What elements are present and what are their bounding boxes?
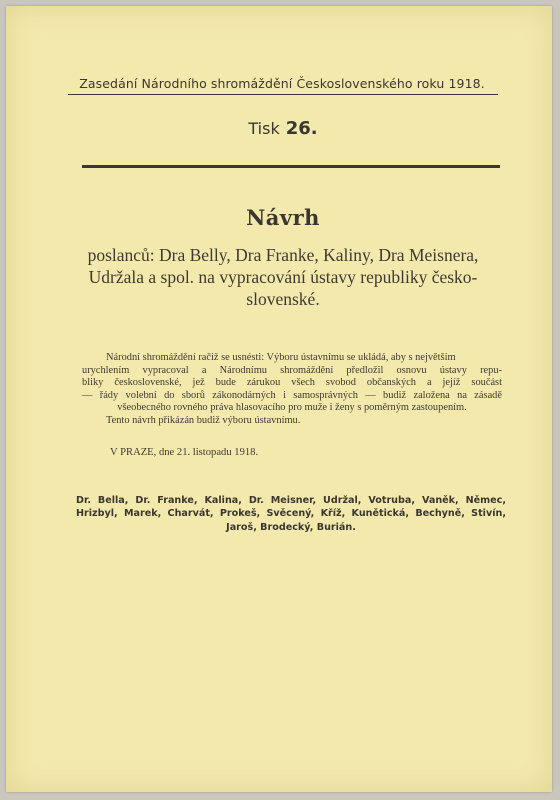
subtitle-line: Udržala a spol. na vypracování ústavy republiky česko- (88, 267, 478, 287)
signatories-line: Hrizbyl, Marek, Charvát, Prokeš, Svěcený, Kříž, Kunětická, Bechyně, Stivín, (76, 508, 506, 520)
header-rule (68, 94, 498, 95)
subtitle-line: poslanců: Dra Belly, Dra Franke, Kaliny, Dra Meisnera, (87, 245, 479, 265)
body-line: Národní shromáždění račiž se usnésti: Výboru ústavnímu se ukládá, aby s největším (106, 352, 456, 363)
body-line: bliky československé, jež bude zárukou všech svobod občanských a jejíž součást (82, 377, 502, 389)
body-line: urychlením vypracoval a Národnímu shromáždění předložil osnovu ústavy repu- (82, 364, 502, 376)
body-line: Tento návrh přikázán budiž výboru ústavnímu. (106, 414, 301, 426)
body-line: — řády volební do sborů zákonodárných i samosprávných — budiž založena na zásadě (82, 389, 502, 401)
session-header: Zasedání Národního shromáždění Československého roku 1918. (79, 76, 485, 91)
body-line: všeobecného rovného práva hlasovacího pro muže i ženy s poměrným zastoupením. (117, 402, 467, 414)
document-title: Návrh (246, 205, 320, 230)
title-rule (82, 165, 500, 168)
document-page (6, 6, 552, 792)
date-line: V PRAZE, dne 21. listopadu 1918. (110, 447, 259, 458)
signatories-line: Jaroš, Brodecký, Burián. (226, 521, 356, 533)
signatories (76, 494, 506, 534)
document-subtitle (68, 244, 498, 310)
signatories-line: Dr. Bella, Dr. Franke, Kalina, Dr. Meisner, Udržal, Votruba, Vaněk, Němec, (76, 495, 506, 506)
print-number-label: Tisk (248, 119, 280, 138)
print-number-value: 26. (285, 118, 318, 139)
subtitle-line: slovenské. (246, 289, 320, 309)
print-number (68, 118, 498, 139)
motion-text (82, 352, 502, 428)
